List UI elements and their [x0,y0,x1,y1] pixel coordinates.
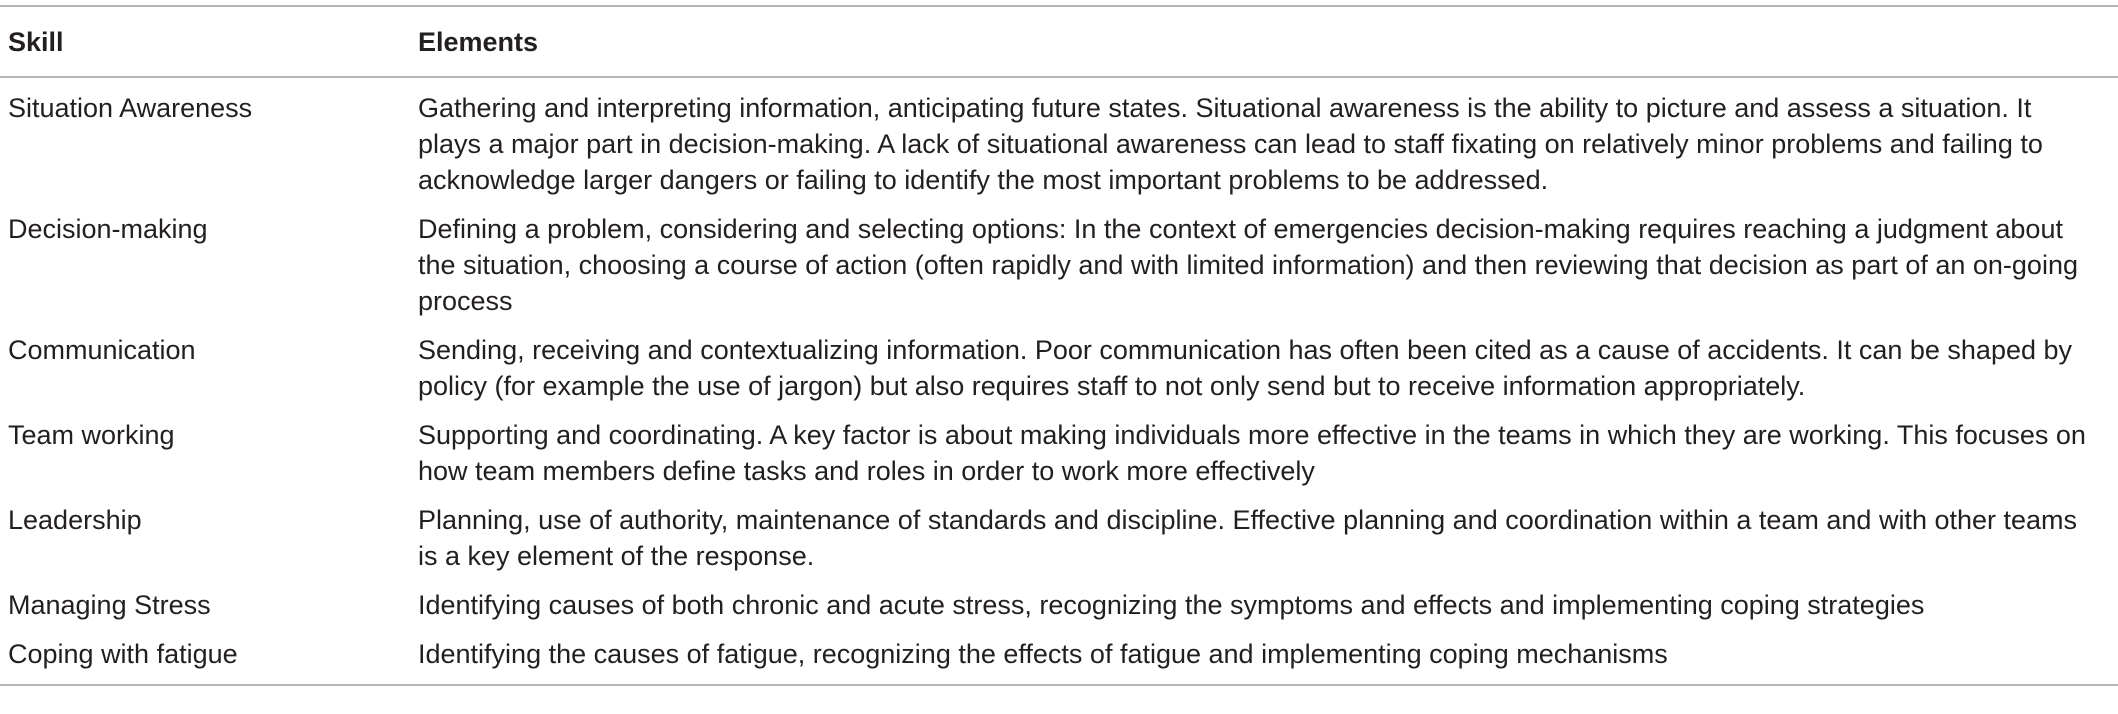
elements-cell: Supporting and coordinating. A key factor is about making individuals more effective in the teams in which they are working. This focuses on how team members define tasks and roles in order to work more effectively [418,420,2086,486]
table-body [0,77,2118,685]
skill-cell: Managing Stress [8,590,211,620]
elements-cell: Identifying the causes of fatigue, recognizing the effects of fatigue and implementing coping mechanisms [418,639,1668,669]
elements-cell: Defining a problem, considering and selecting options: In the context of emergencies decision-making requires reaching a judgment about the situation, choosing a course of action (often rapidly and with limited information) and then reviewing that decision as part of an on-going process [418,214,2078,316]
table-row [0,324,2118,409]
skill-cell: Coping with fatigue [8,639,238,669]
table-row [0,409,2118,494]
elements-cell: Gathering and interpreting information, anticipating future states. Situational awareness is the ability to picture and assess a situation. It plays a major part in decision-making. A lack of situational awareness can lead to staff fixating on relatively minor problems and failing to acknowledge larger dangers or failing to identify the most important problems to be addressed. [418,93,2043,195]
header-elements: Elements [418,27,539,57]
table-row [0,494,2118,579]
skills-table [0,5,2118,686]
skill-cell: Communication [8,335,196,365]
skill-cell: Team working [8,420,175,450]
header-row [0,6,2118,77]
table-row [0,628,2118,685]
table-row [0,77,2118,203]
header-skill: Skill [8,27,64,57]
elements-cell: Planning, use of authority, maintenance of standards and discipline. Effective planning and coordination within a team and with other teams is a key element of the response. [418,505,2078,571]
skill-cell: Situation Awareness [8,93,253,123]
table-header [0,6,2118,77]
skill-cell: Decision-making [8,214,208,244]
table-row [0,203,2118,324]
table-row [0,579,2118,628]
elements-cell: Identifying causes of both chronic and acute stress, recognizing the symptoms and effects and implementing coping strategies [418,590,1925,620]
skill-cell: Leadership [8,505,142,535]
elements-cell: Sending, receiving and contextualizing information. Poor communication has often been cited as a cause of accidents. It can be shaped by policy (for example the use of jargon) but also requires staff to not only send but to receive information appropriately. [418,335,2073,401]
